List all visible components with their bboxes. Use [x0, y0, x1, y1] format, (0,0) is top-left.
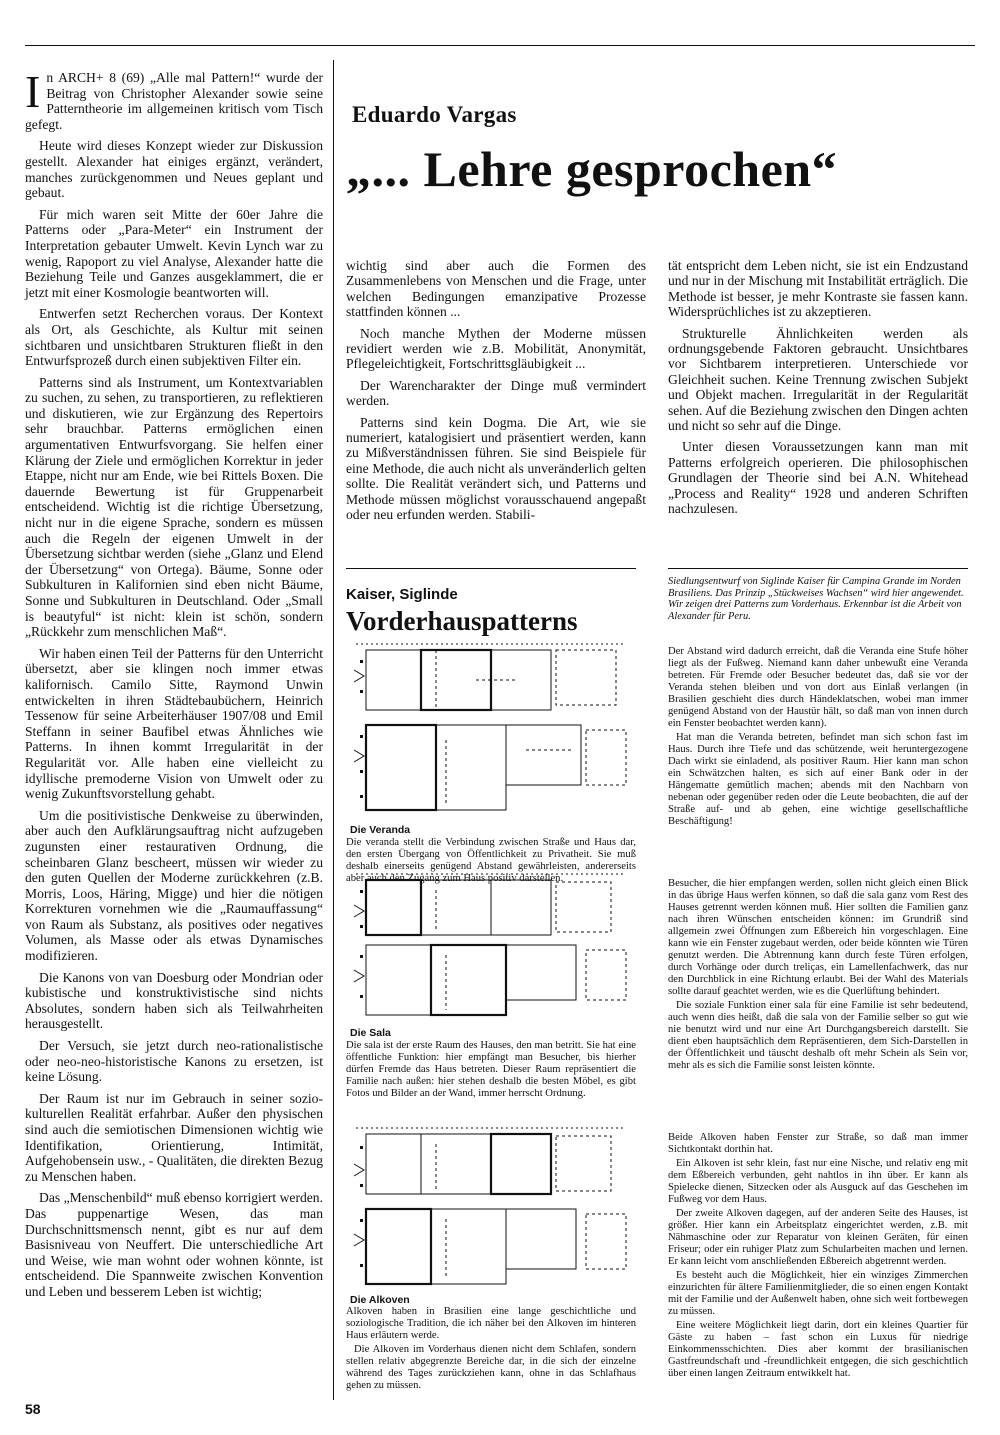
- sala-paragraph: Die soziale Funktion einer sala für eine Familie ist sehr bedeutend, auch wenn dies heißt, daß die sala von der Familie selber so gut wie nie benutzt wird und nur eine Art Durchgangsbereich darstellt. Sie dient eben hauptsächlich dem Repräsentieren, dem Sich-Darstellen in der Öffentlichkeit und täuscht deshalb oft mehr Schein als Sein vor, mehr als es sich die Familie sonst leisten könnte.: [668, 1000, 968, 1071]
- alkoven-paragraph: Eine weitere Möglichkeit liegt darin, dort ein kleines Quartier für Gäste zu haben – fast schon ein Luxus für niedrige Einkommensschichten. Dies aber kommt der brasilianischen Gastfreundschaft und -freundlichkeit entgegen, die sich geschichtlich über einen langen Zeitraum entwikkelt hat.: [668, 1320, 968, 1379]
- article-paragraph: Der Warencharakter der Dinge muß vermindert werden.: [346, 377, 646, 409]
- alkoven-paragraph: Es besteht auch die Möglichkeit, hier ein winziges Zimmerchen einzurichten für ältere Familienmitglieder, die so einen engen Kontakt mit der Familie und der Außenwelt haben, ohne sich weit fortbewegen zu müssen.: [668, 1270, 968, 1317]
- left-column: [25, 66, 323, 1306]
- drop-cap: I: [25, 66, 41, 117]
- alkoven-text: [668, 1132, 968, 1382]
- page-number: 58: [25, 1401, 41, 1417]
- sala-label: Die Sala: [350, 1027, 391, 1039]
- left-paragraph: In ARCH+ 8 (69) „Alle mal Pattern!“ wurde der Beitrag von Christopher Alexander sowie seine Patterntheorie im allgemeinen kritisch vom Tisch gefegt.: [25, 66, 323, 132]
- top-rule: [25, 45, 975, 46]
- article-paragraph: Noch manche Mythen der Moderne müssen revidiert werden wie z.B. Mobilität, Anonymität, Pflegeleichtigkeit, Fortschrittsgläubigkeit ...: [346, 325, 646, 372]
- veranda-paragraph: Der Abstand wird dadurch erreicht, daß die Veranda eine Stufe höher liegt als der Fußweg. Niemand kann daher unbewußt eine Veranda betreten. Für Fremde oder Besucher bedeutet das, daß sie vor der Veranda stehen bleiben und von dort aus Einlaß verlangen (in Brasilien geschieht dies durch Händeklatschen, wobei man immer genügend Abstand von der Haustür hält, so daß man von innen durch ein Fenster beobachtet werden kann).: [668, 646, 968, 729]
- alkoven-paragraph: Der zweite Alkoven dagegen, auf der anderen Seite des Hauses, ist größer. Hier kann ein Arbeitsplatz eingerichtet werden, z.B. mit Nähmaschine oder zur Reparatur von kleinen Geräten, für einen Friseur; oder ein ruhiger Platz zum Schularbeiten machen und lernen. Er kann leicht vom anschließenden Eßbereich abgetrennt werden.: [668, 1208, 968, 1267]
- left-paragraph: Das „Menschenbild“ muß ebenso korrigiert werden. Das puppenartige Wesen, das man Durchschnittsmensch nennt, gibt es nur auf dem Basisniveau von Neuffert. Die unterschiedliche Art und Weise, wie man wohnt oder wohnen könnte, ist entscheidend. Die Spannweite zwischen Konvention und Leben und besserem Leben ist wichtig;: [25, 1190, 323, 1299]
- article-title: „... Lehre gesprochen“: [346, 141, 838, 197]
- left-paragraph: Für mich waren seit Mitte der 60er Jahre die Patterns oder „Para-Meter“ ein Instrument der Interpretation gebauter Umwelt. Kevin Lynch war zu wenig, Rapoport zu viel Analyse, Alexander hatte die Beziehung Teile und Ganzes ausgeklammert, die er jetzt mit einer Kosmologie beantworten will.: [25, 206, 323, 300]
- section-rule: [346, 568, 636, 569]
- alkoven-caption: Alkoven haben in Brasilien eine lange geschichtliche und soziologische Tradition, die ich näher bei den Alkoven im hinteren Haus erläutern werde. Die Alkoven im Vorderhaus dienen nicht dem Schlafen, sondern stellen relativ abgegrenzte Bereiche dar, in die sich der einzelne während des Tages zurückziehen kann, ohne in das Schlafhaus gehen zu müssen.: [346, 1306, 636, 1391]
- article-paragraph: Unter diesen Voraussetzungen kann man mit Patterns erfolgreich operieren. Die philosophischen Grundlagen der Theorie sind bei A.N. Whitehead „Process and Reality“ 1928 und anderen Schriften nachzulesen.: [668, 439, 968, 517]
- article-author: Eduardo Vargas: [352, 102, 517, 127]
- left-paragraph: Um die positivistische Denkweise zu überwinden, aber auch den Aufklärungsauftrag nicht aufzugeben zugunsten einer restaurativen Ordnung, die scheinbaren Glanz bescheert, müssen wir wieder zu den guten Quellen der Moderne zurückkehren (z.B. Morris, Loos, Häring, Migge) und hier die nötigen Korrekturen vornehmen wie die „Raumauffassung“ von Raum als Substanz, als positives oder negatives Volumen, als Masse oder als etwas Dynamisches modifizieren.: [25, 807, 323, 964]
- left-paragraph: Heute wird dieses Konzept wieder zur Diskussion gestellt. Alexander hat einiges ergänzt, verändert, manches zurückgenommen und Neues geplant und gebaut.: [25, 138, 323, 201]
- intro-caption: [668, 576, 968, 622]
- left-paragraph: Der Versuch, sie jetzt durch neo-rationalistische oder neo-neo-historistische Kanons zu ersetzen, ist keine Lösung.: [25, 1038, 323, 1085]
- floor-plan-veranda: [346, 640, 636, 820]
- floor-plan-alkoven: [346, 1124, 636, 1292]
- veranda-paragraph: Hat man die Veranda betreten, befindet man sich schon fast im Haus. Durch ihre Tiefe und das schützende, weit heruntergezogene Dach wirkt sie einladend, als positiver Raum. Hier kann man schon ein Schwätzchen halten, es sich auf einer Bank oder in der Hängematte gemütlich machen; abends mit den Nachbarn von nebenan oder gegenüber reden oder die Leute beobachten, die auf der Straße auf- und ab gehen, eine wichtige gesellschaftliche Beschäftigung!: [668, 732, 968, 827]
- veranda-label: Die Veranda: [350, 824, 411, 836]
- article-paragraph: tät entspricht dem Leben nicht, sie ist ein Endzustand und nur in der Mischung mit Instabilität erträglich. Die Methode ist besser, je mehr Kontraste sie fassen kann. Widersprüchliches ist zu akzeptieren.: [668, 258, 968, 320]
- article-paragraph: wichtig sind aber auch die Formen des Zusammenlebens von Menschen und die Frage, unter welchen Bedingungen emanzipative Prozesse stattfinden können ...: [346, 258, 646, 320]
- article-column-b: [346, 258, 646, 529]
- left-paragraph: Wir haben einen Teil der Patterns für den Unterricht übersetzt, aber sie klingen noch immer etwas kalifornisch. Camilo Sitte, Raymond Unwin entwickelten in ihren Städtebaubüchern, Heinrich Tessenow für seine Arbeiterhäuser 1907/08 und Emil Steffann in seiner Baufibel etwas Ähnliches wie Patterns. In ihnen kommt Irregularität in der Regularität vor. Alle haben eine vielleicht zu idyllische premoderne Vision von Umwelt oder zu wenig Zukunftsvorstellung gehabt.: [25, 645, 323, 802]
- alkoven-label: Die Alkoven: [350, 1294, 410, 1306]
- section-rule: [668, 568, 968, 569]
- floor-plan-sala: [346, 870, 636, 1020]
- veranda-text: [668, 646, 968, 830]
- kaiser-author: Kaiser, Siglinde: [346, 586, 458, 603]
- article-column-c: [668, 258, 968, 523]
- left-paragraph: Entwerfen setzt Recherchen voraus. Der Kontext als Ort, als Geschichte, als Kultur mit seinen sichtbaren und unsichtbaren Strukturen fließt in den Entwurfsprozeß durch einen subjektiven Filter ein.: [25, 306, 323, 369]
- left-paragraph: Die Kanons von van Doesburg oder Mondrian oder kubistische und konstruktivistische sind nichts Absolutes, sondern haben sich als Teilwahrheiten herausgestellt.: [25, 969, 323, 1032]
- floor-plan-drawing: [346, 640, 636, 820]
- left-paragraph: Patterns sind als Instrument, um Kontextvariablen zu suchen, zu sehen, zu transportieren, zu reflektieren und diskutieren, wie zur Ergänzung des Repertoirs sehr brauchbar. Patterns ermöglichen einen argumentativen Entwurfsvorgang. Sie helfen einer Klärung der Ziele und ermöglichen Korrektur in jeder Etappe, nicht nur am Ende, wie bei Rittels Boxen. Die dauernde Bewertung ist für Gruppenarbeit entscheidend. Wichtig ist die richtige Übersetzung, nicht nur in die eigene Sprache, sondern es müssen auch die Regeln der eigenen Umwelt in der Übersetzung sichtbar werden (siehe „Glanz und Elend der Übersetzung“ von Ortega). Bäume, Sonne oder Subkulturen in Kalifornien sind eben nicht Bäume, Sonne und Subkulturen in Deutschland. Oder „Small is beautyful“ ist nicht: klein ist schön, sondern „Rückkehr zum menschlichen Maß“.: [25, 374, 323, 640]
- sala-text: [668, 878, 968, 1074]
- floor-plan-drawing: [346, 1124, 636, 1292]
- kaiser-title: Vorderhauspatterns: [346, 606, 578, 636]
- alkoven-paragraph: Beide Alkoven haben Fenster zur Straße, so daß man immer Sichtkontakt dorthin hat.: [668, 1132, 968, 1155]
- left-paragraph: Der Raum ist nur im Gebrauch in seiner sozio-kulturellen Realität erfahrbar. Außer den physischen sind auch die semiotischen Dimensionen wichtig wie Identifikation, Orientierung, Intimität, Aufgehobensein usw., - Qualitäten, die direkten Bezug zu Menschen haben.: [25, 1090, 323, 1184]
- intro-caption-line: Wir zeigen drei Patterns zum Vorderhaus. Erkennbar ist die Arbeit von Alexander für Peru.: [668, 599, 962, 622]
- intro-caption-line: Siedlungsentwurf von Siglinde Kaiser für Campina Grande im Norden Brasiliens. Das Prinzip „Stückweises Wachsen“ wird hier angewendet.: [668, 576, 964, 599]
- article-paragraph: Strukturelle Ähnlichkeiten werden als ordnungsgebende Faktoren gebraucht. Unsichtbares vor Sichtbarem interpretieren. Unterschiede vor Gleichheit suchen. Keine Trennung zwischen Subjekt und Objekt machen. Irregularität in der Regularität sehen. Auf die Beziehung zwischen den Dingen achten und nicht so sehr auf die Dinge.: [668, 325, 968, 434]
- article-paragraph: Patterns sind kein Dogma. Die Art, wie sie numeriert, katalogisiert und präsentiert werden, kann zu Mißverständnissen führen. Sie sind Beispiele für eine Methode, die auch nicht als unveränderlich gelten sollte. Die Realität verändert sich, und Patterns und Methode müssen möglichst vorausschauend angepaßt oder neu erfunden werden. Stabili-: [346, 414, 646, 523]
- floor-plan-drawing: [346, 870, 636, 1020]
- sala-caption: Die sala ist der erste Raum des Hauses, den man betritt. Sie hat eine öffentliche Funktion: hier empfängt man Besucher, bis hierher dürfen Fremde das Haus betreten. Dieser Raum repräsentiert die Familie nach außen: hier stehen deshalb die besten Möbel, es gibt Fotos und Bilder an der Wand, immer herrscht Ordnung.: [346, 1040, 636, 1099]
- veranda-caption: Die veranda stellt die Verbindung zwischen Straße und Haus dar, den ersten Übergang von Öffentlichkeit zu Privatheit. Sie muß deshalb einerseits genügend Abstand gewährleisten, andererseits aber auch den Zugang zum Haus positiv darstellen.: [346, 837, 636, 884]
- alkoven-paragraph: Ein Alkoven ist sehr klein, fast nur eine Nische, und relativ eng mit dem Eßbereich verbunden, geht nahtlos in ihn über. Er kann als Spielecke dienen, Sitzecken oder als Ausguck auf das Geschehen im Fußweg vor dem Haus.: [668, 1158, 968, 1205]
- column-divider: [333, 60, 334, 1400]
- sala-paragraph: Besucher, die hier empfangen werden, sollen nicht gleich einen Blick in das übrige Haus werfen können, so daß die sala ganz vom Rest des Hauses getrennt werden können muß. Hier sollten die Familien ganz nach ihren Wünschen entscheiden können: im Grundriß sind allgemein zwei Öffnungen zum Eßbereich hin vorgeschlagen. Eine kann wie ein Fenster zugebaut werden, oder beide könnten wie Türen genutzt werden. Die Abtrennung kann durch feste Türen erfolgen, durch Vorhänge oder durch treliças, ein Lamellenfachwerk, das nur den Durchblick in eine Richtung erlaubt. Bei der Wahl des Materials sollte darauf geachtet werden, wie es die Querlüftung behindert.: [668, 878, 968, 997]
